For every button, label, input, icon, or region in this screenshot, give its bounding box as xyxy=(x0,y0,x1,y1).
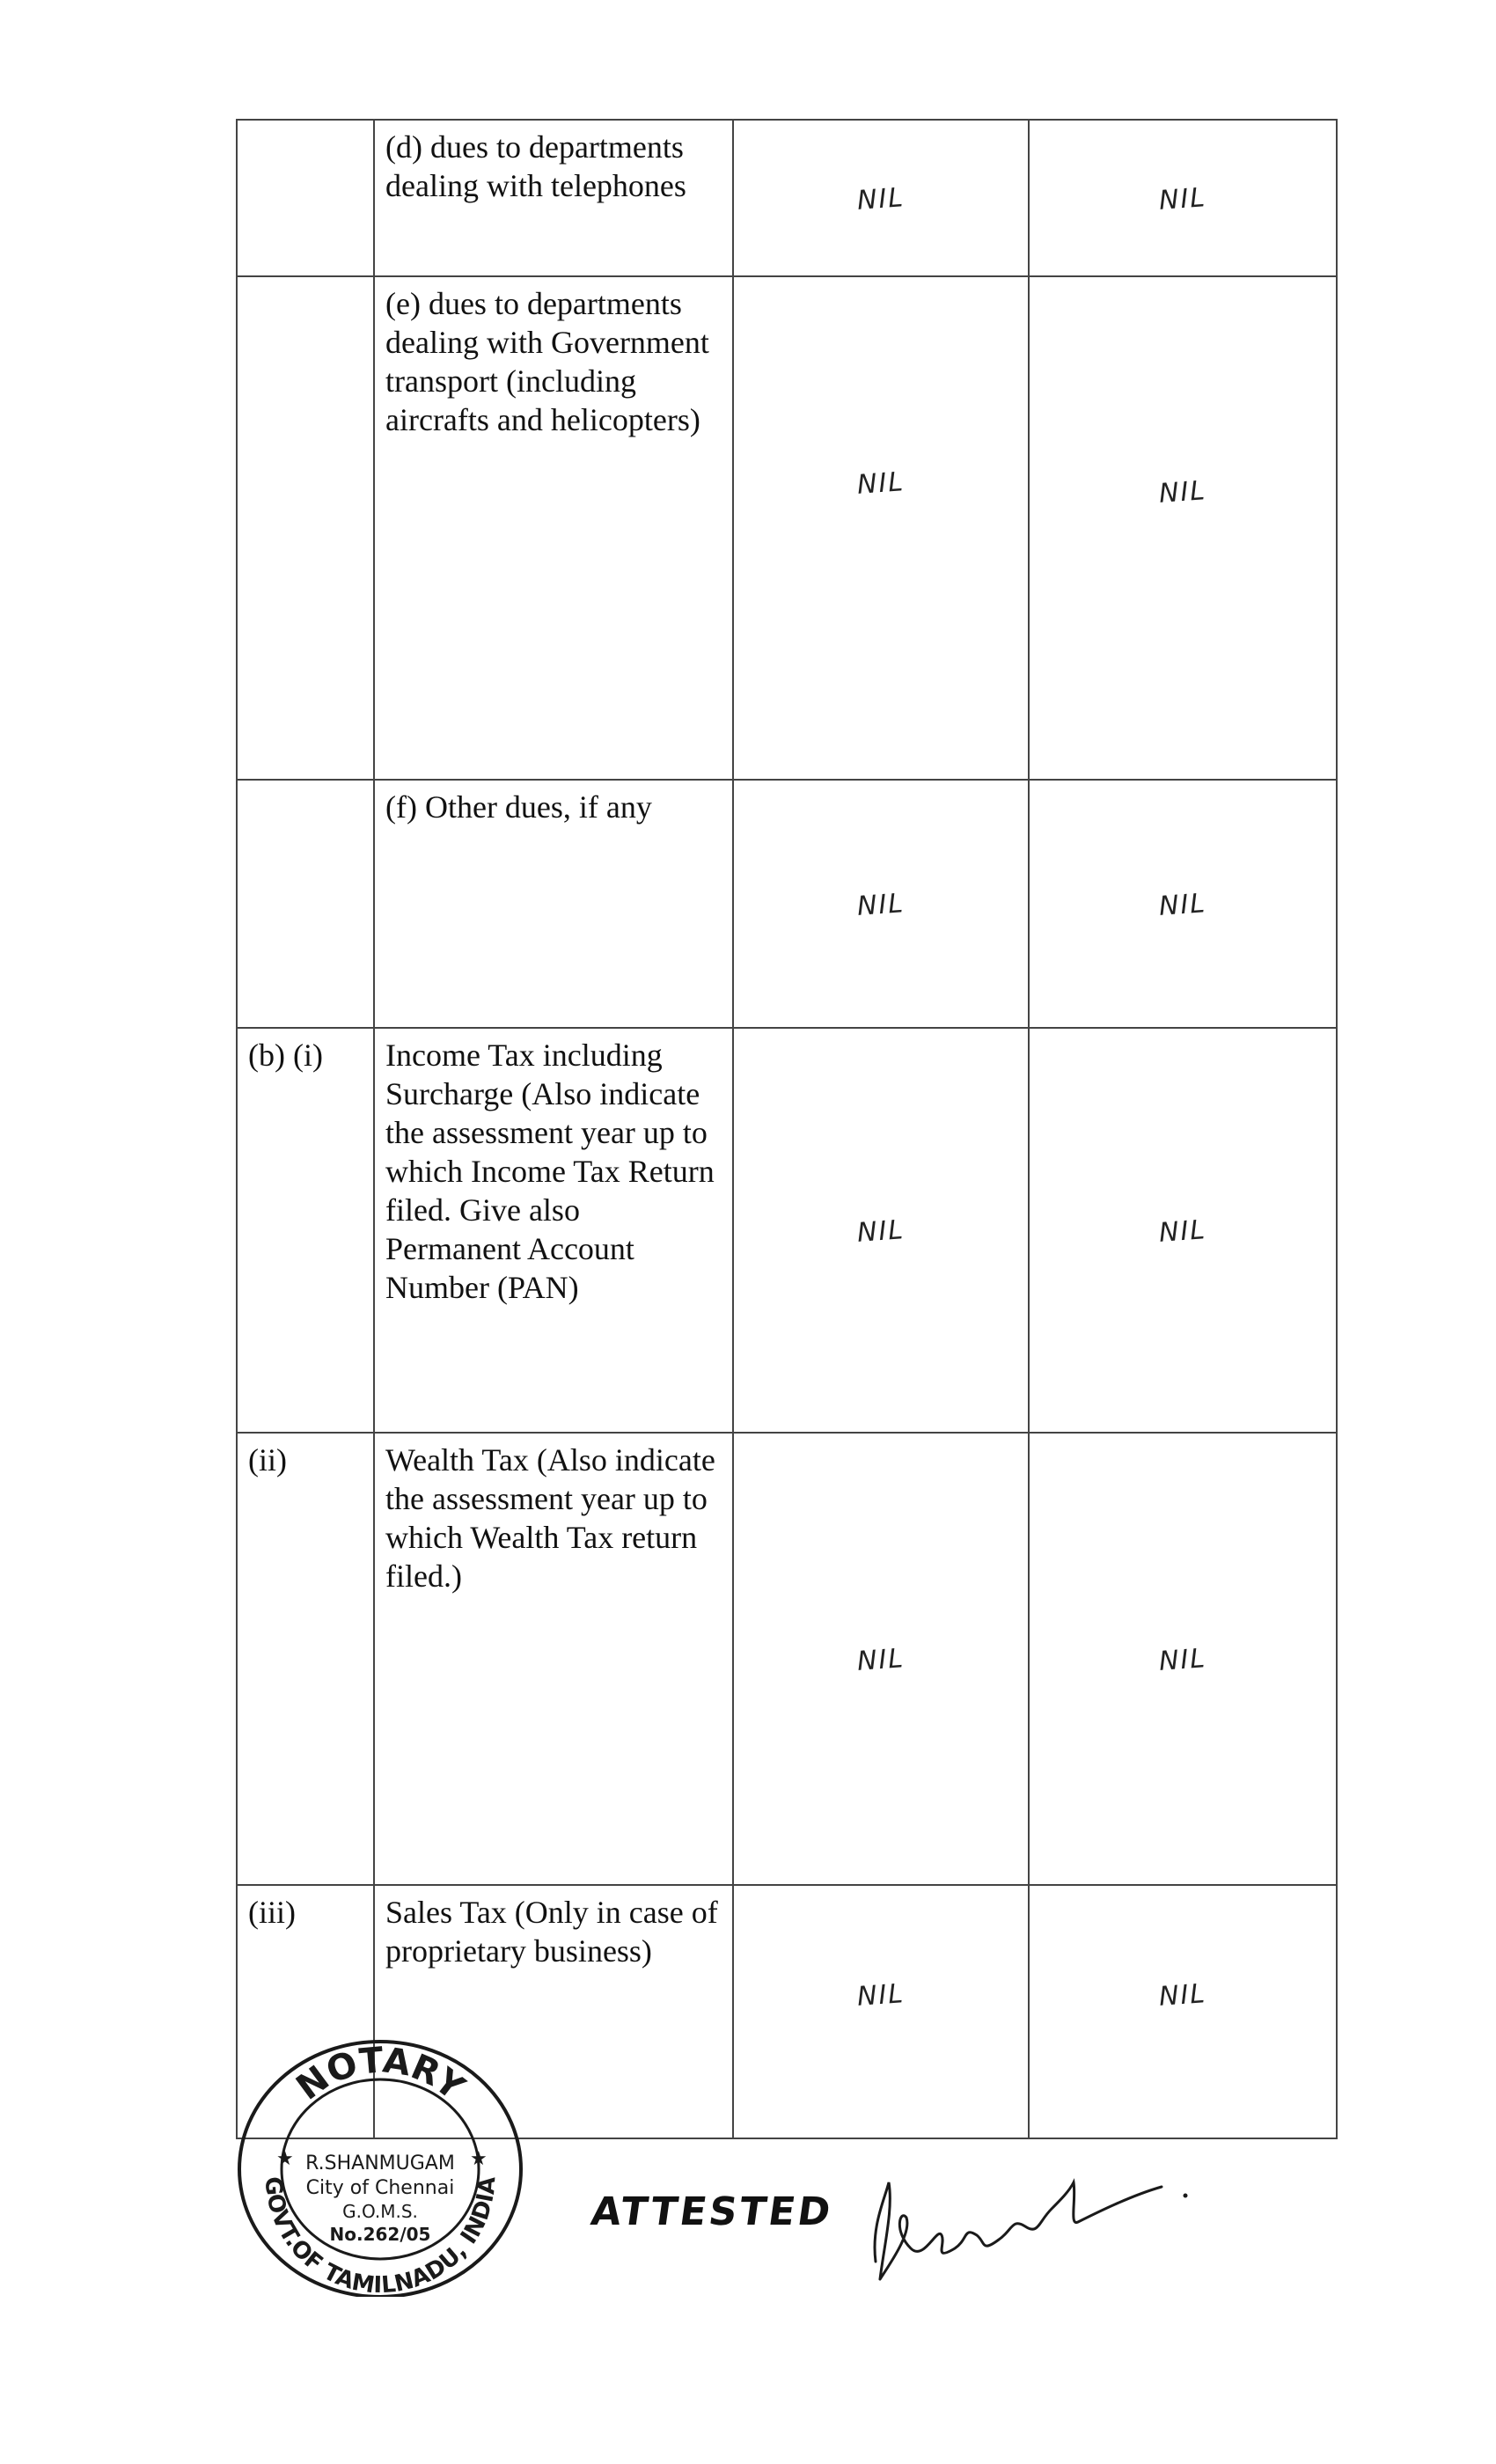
item-cell: (f) Other dues, if any xyxy=(374,780,733,1028)
value-cell xyxy=(733,120,1029,276)
value-cell xyxy=(1029,276,1337,780)
value-cell xyxy=(733,276,1029,780)
table-row xyxy=(237,1028,1337,1433)
attested-stamp: ATTESTED xyxy=(588,2189,836,2234)
handwritten-value: NIL xyxy=(1157,1642,1208,1677)
item-cell: Income Tax including Surcharge (Also indicate the assessment year up to which Income Tax Return filed. Give also Permanent Account Number (PAN) xyxy=(374,1028,733,1433)
notary-seal xyxy=(231,2024,530,2297)
handwritten-value: NIL xyxy=(1157,181,1208,216)
handwritten-value: NIL xyxy=(855,1642,906,1677)
handwritten-value: NIL xyxy=(855,1978,906,2013)
seal-top-text: NOTARY xyxy=(289,2040,472,2108)
handwritten-value: NIL xyxy=(1157,1978,1208,2013)
serial-cell xyxy=(237,780,374,1028)
seal-name: R.SHANMUGAM xyxy=(305,2152,455,2174)
star-icon: ★ xyxy=(470,2147,488,2169)
serial-cell: (iii) xyxy=(237,1885,374,2138)
table-row xyxy=(237,780,1337,1028)
table-row xyxy=(237,120,1337,276)
handwritten-value: NIL xyxy=(855,1214,906,1249)
handwritten-value: NIL xyxy=(1157,1214,1208,1249)
value-cell xyxy=(733,780,1029,1028)
serial-cell xyxy=(237,276,374,780)
value-cell xyxy=(1029,120,1337,276)
value-cell xyxy=(1029,780,1337,1028)
item-cell: Wealth Tax (Also indicate the assessment year up to which Wealth Tax return filed.) xyxy=(374,1433,733,1885)
handwritten-value: NIL xyxy=(1157,475,1208,510)
value-cell xyxy=(733,1885,1029,2138)
table-row xyxy=(237,276,1337,780)
seal-number: No.262/05 xyxy=(329,2224,431,2245)
signature xyxy=(858,2147,1192,2297)
handwritten-value: NIL xyxy=(855,466,906,501)
seal-city: City of Chennai xyxy=(305,2177,455,2199)
seal-order: G.O.M.S. xyxy=(342,2201,418,2222)
seal-ring-text: GOVT.OF TAMILNADU, INDIA xyxy=(259,2175,502,2297)
item-cell: Sales Tax (Only in case of proprietary business) xyxy=(374,1885,733,2138)
handwritten-value: NIL xyxy=(1157,887,1208,922)
value-cell xyxy=(1029,1028,1337,1433)
value-cell xyxy=(733,1028,1029,1433)
handwritten-value: NIL xyxy=(855,887,906,922)
serial-cell: (b) (i) xyxy=(237,1028,374,1433)
dues-table xyxy=(236,119,1338,2139)
item-cell: (e) dues to departments dealing with Government transport (including aircrafts and helicopters) xyxy=(374,276,733,780)
value-cell xyxy=(1029,1885,1337,2138)
serial-cell: (ii) xyxy=(237,1433,374,1885)
star-icon: ★ xyxy=(276,2147,294,2169)
table-row xyxy=(237,1433,1337,1885)
item-cell: (d) dues to departments dealing with telephones xyxy=(374,120,733,276)
handwritten-value: NIL xyxy=(855,181,906,216)
serial-cell xyxy=(237,120,374,276)
value-cell xyxy=(1029,1433,1337,1885)
value-cell xyxy=(733,1433,1029,1885)
